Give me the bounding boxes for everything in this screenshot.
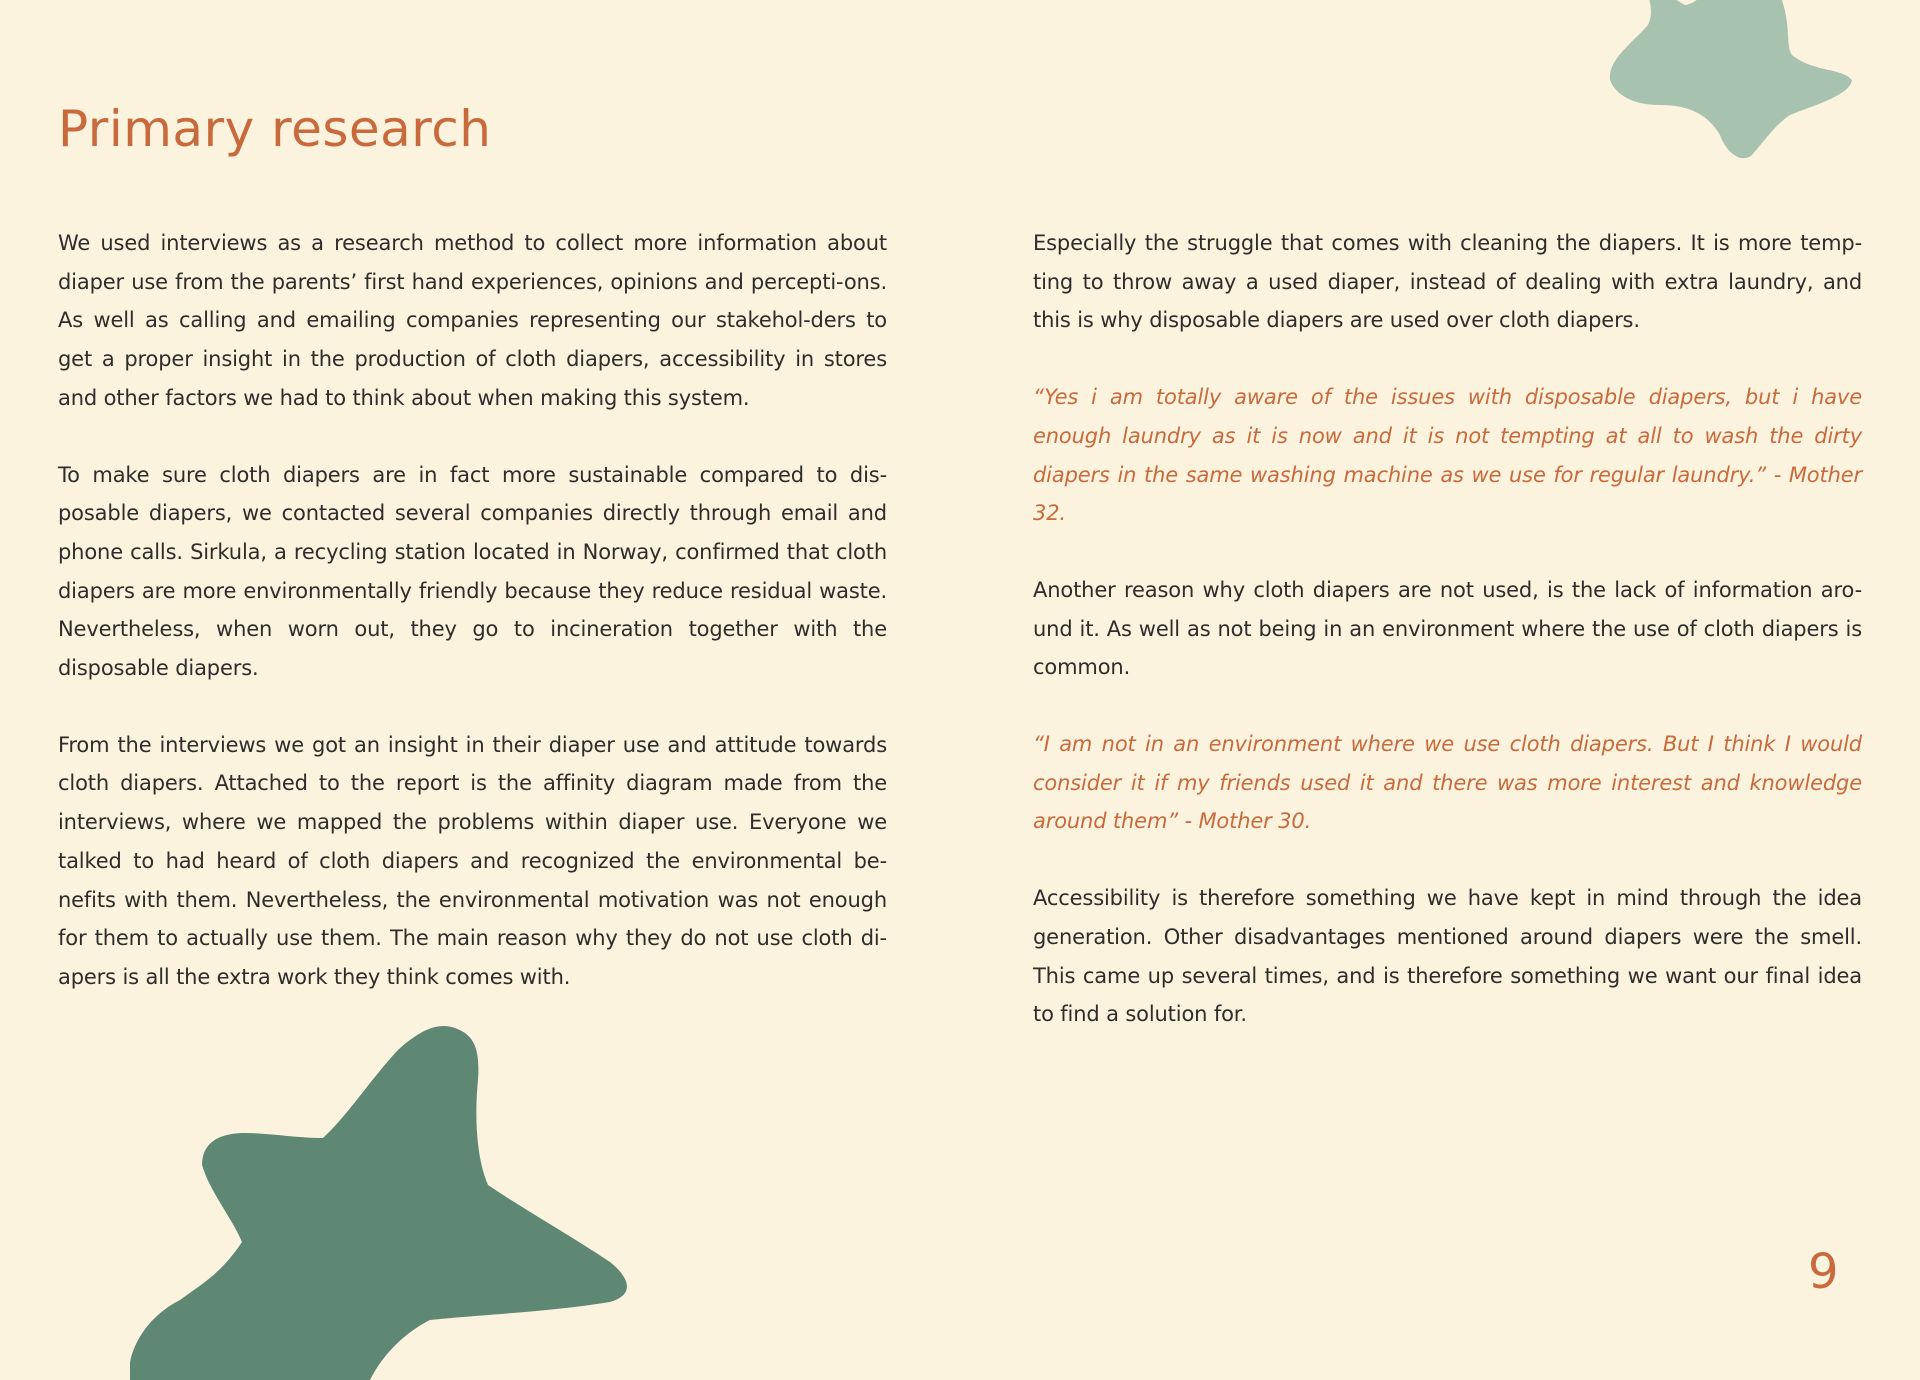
page-title: Primary research bbox=[58, 100, 492, 158]
top-star-shape bbox=[1610, 0, 1852, 158]
bottom-star-shape bbox=[130, 1026, 627, 1380]
interview-quote: “Yes i am totally aware of the issues with disposable diapers, but i have enough laundry as it is now and it is not tempting at all to wash the dirty diapers in the same washing machine as we use for regular laundry.” - Mother 32. bbox=[1033, 385, 1862, 526]
page-number: 9 bbox=[1808, 1244, 1839, 1300]
right-column bbox=[1033, 224, 1862, 1072]
interview-quote: “I am not in an environment where we use cloth diapers. But I think I would consider it if my friends used it and there was more interest and knowledge around them” - Mother 30. bbox=[1033, 732, 1862, 834]
body-paragraph: Another reason why cloth diapers are not used, is the lack of information aro-und it. As well as not being in an environment where the use of cloth diapers is common. bbox=[1033, 577, 1862, 680]
left-column bbox=[58, 224, 887, 1035]
body-paragraph: We used interviews as a research method to collect more information about diaper use from the parents’ first hand experiences, opinions and percepti-ons. As well as calling and emailing companies representing our stakehol-ders to get a proper insight in the production of cloth diapers, accessibility in stores and other factors we had to think about when making this system. bbox=[58, 231, 887, 410]
body-paragraph: Especially the struggle that comes with cleaning the diapers. It is more temp-ting to throw away a used diaper, instead of dealing with extra laundry, and this is why disposable diapers are used over cloth diapers. bbox=[1033, 231, 1862, 333]
star-shape-icon bbox=[1560, 0, 1860, 200]
star-shape-icon bbox=[130, 1020, 690, 1380]
body-paragraph: From the interviews we got an insight in their diaper use and attitude towards cloth diapers. Attached to the report is the affinity diagram made from the interviews, where we mapped the problems within diaper use. Everyone we talked to had heard of cloth diapers and recognized the environmental be-nefits with them. Nevertheless, the environmental motivation was not enough for them to actually use them. The main reason why they do not use cloth di-apers is all the extra work they think comes with. bbox=[58, 732, 887, 989]
body-paragraph: Accessibility is therefore something we have kept in mind through the idea generation. Other disadvantages mentioned around diapers were the smell. This came up several times, and is therefore something we want our final idea to find a solution for. bbox=[1033, 886, 1862, 1027]
body-paragraph: To make sure cloth diapers are in fact more sustainable compared to dis-posable diapers, we contacted several companies directly through email and phone calls. Sirkula, a recycling station located in Norway, confirmed that cloth diapers are more environmentally friendly because they reduce residual waste. Nevertheless, when worn out, they go to incineration together with the disposable diapers. bbox=[58, 462, 887, 681]
